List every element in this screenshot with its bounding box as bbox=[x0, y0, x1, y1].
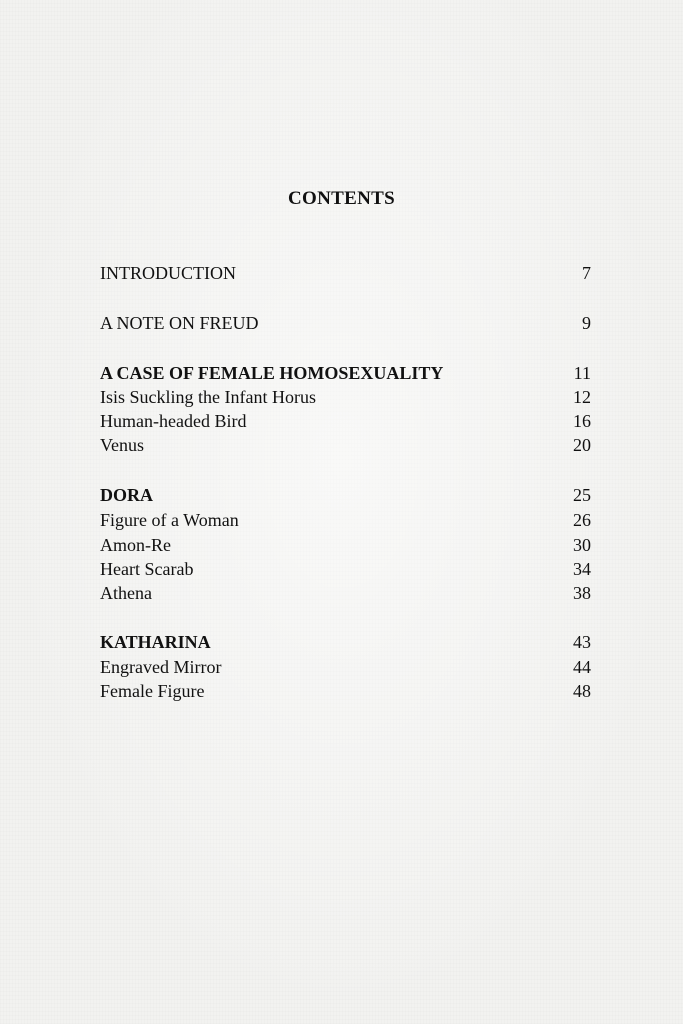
toc-section-female-homosexuality bbox=[100, 361, 591, 385]
toc-label: A NOTE ON FREUD bbox=[100, 313, 259, 333]
toc-entry-athena bbox=[100, 581, 591, 605]
toc-entry-venus bbox=[100, 433, 591, 457]
toc-label: Athena bbox=[100, 583, 152, 603]
toc-entry-female-figure bbox=[100, 679, 591, 703]
toc-entry-human-headed-bird bbox=[100, 409, 591, 433]
toc-page-number: 38 bbox=[573, 583, 591, 603]
toc-label: Amon-Re bbox=[100, 535, 171, 555]
toc-page-number: 43 bbox=[573, 632, 591, 652]
toc-page-number: 12 bbox=[573, 387, 591, 407]
toc-section-label: DORA bbox=[100, 485, 153, 505]
toc-label: Female Figure bbox=[100, 681, 205, 701]
bleed-through-text bbox=[235, 285, 595, 311]
toc-page-number: 20 bbox=[573, 435, 591, 455]
toc-entry-heart-scarab bbox=[100, 557, 591, 581]
toc-page-number: 48 bbox=[573, 681, 591, 701]
toc-page-number: 9 bbox=[582, 313, 591, 333]
toc-label: Isis Suckling the Infant Horus bbox=[100, 387, 316, 407]
toc-page-number: 30 bbox=[573, 535, 591, 555]
toc-label: Figure of a Woman bbox=[100, 510, 239, 530]
toc-entry-note-on-freud bbox=[100, 311, 591, 335]
toc-entry-figure-of-a-woman bbox=[100, 508, 591, 532]
toc-page-number: 16 bbox=[573, 411, 591, 431]
toc-label: Venus bbox=[100, 435, 144, 455]
toc-page-number: 34 bbox=[573, 559, 591, 579]
toc-label: Human-headed Bird bbox=[100, 411, 247, 431]
toc-page-number: 7 bbox=[582, 263, 591, 283]
toc-page-number: 11 bbox=[573, 363, 591, 383]
toc-page-number: 26 bbox=[573, 510, 591, 530]
toc-label: Heart Scarab bbox=[100, 559, 194, 579]
toc-page-number: 25 bbox=[573, 485, 591, 505]
toc-section-label: A CASE OF FEMALE HOMOSEXUALITY bbox=[100, 363, 444, 383]
toc-entry-isis bbox=[100, 385, 591, 409]
toc-entry-introduction bbox=[100, 261, 591, 285]
toc-entry-amon-re bbox=[100, 533, 591, 557]
toc-section-dora bbox=[100, 483, 591, 507]
toc-section-label: KATHARINA bbox=[100, 632, 211, 652]
toc-section-katharina bbox=[100, 630, 591, 654]
toc-label: INTRODUCTION bbox=[100, 263, 236, 283]
toc-page-number: 44 bbox=[573, 657, 591, 677]
toc-entry-engraved-mirror bbox=[100, 655, 591, 679]
page-title: CONTENTS bbox=[288, 188, 395, 209]
toc-label: Engraved Mirror bbox=[100, 657, 222, 677]
